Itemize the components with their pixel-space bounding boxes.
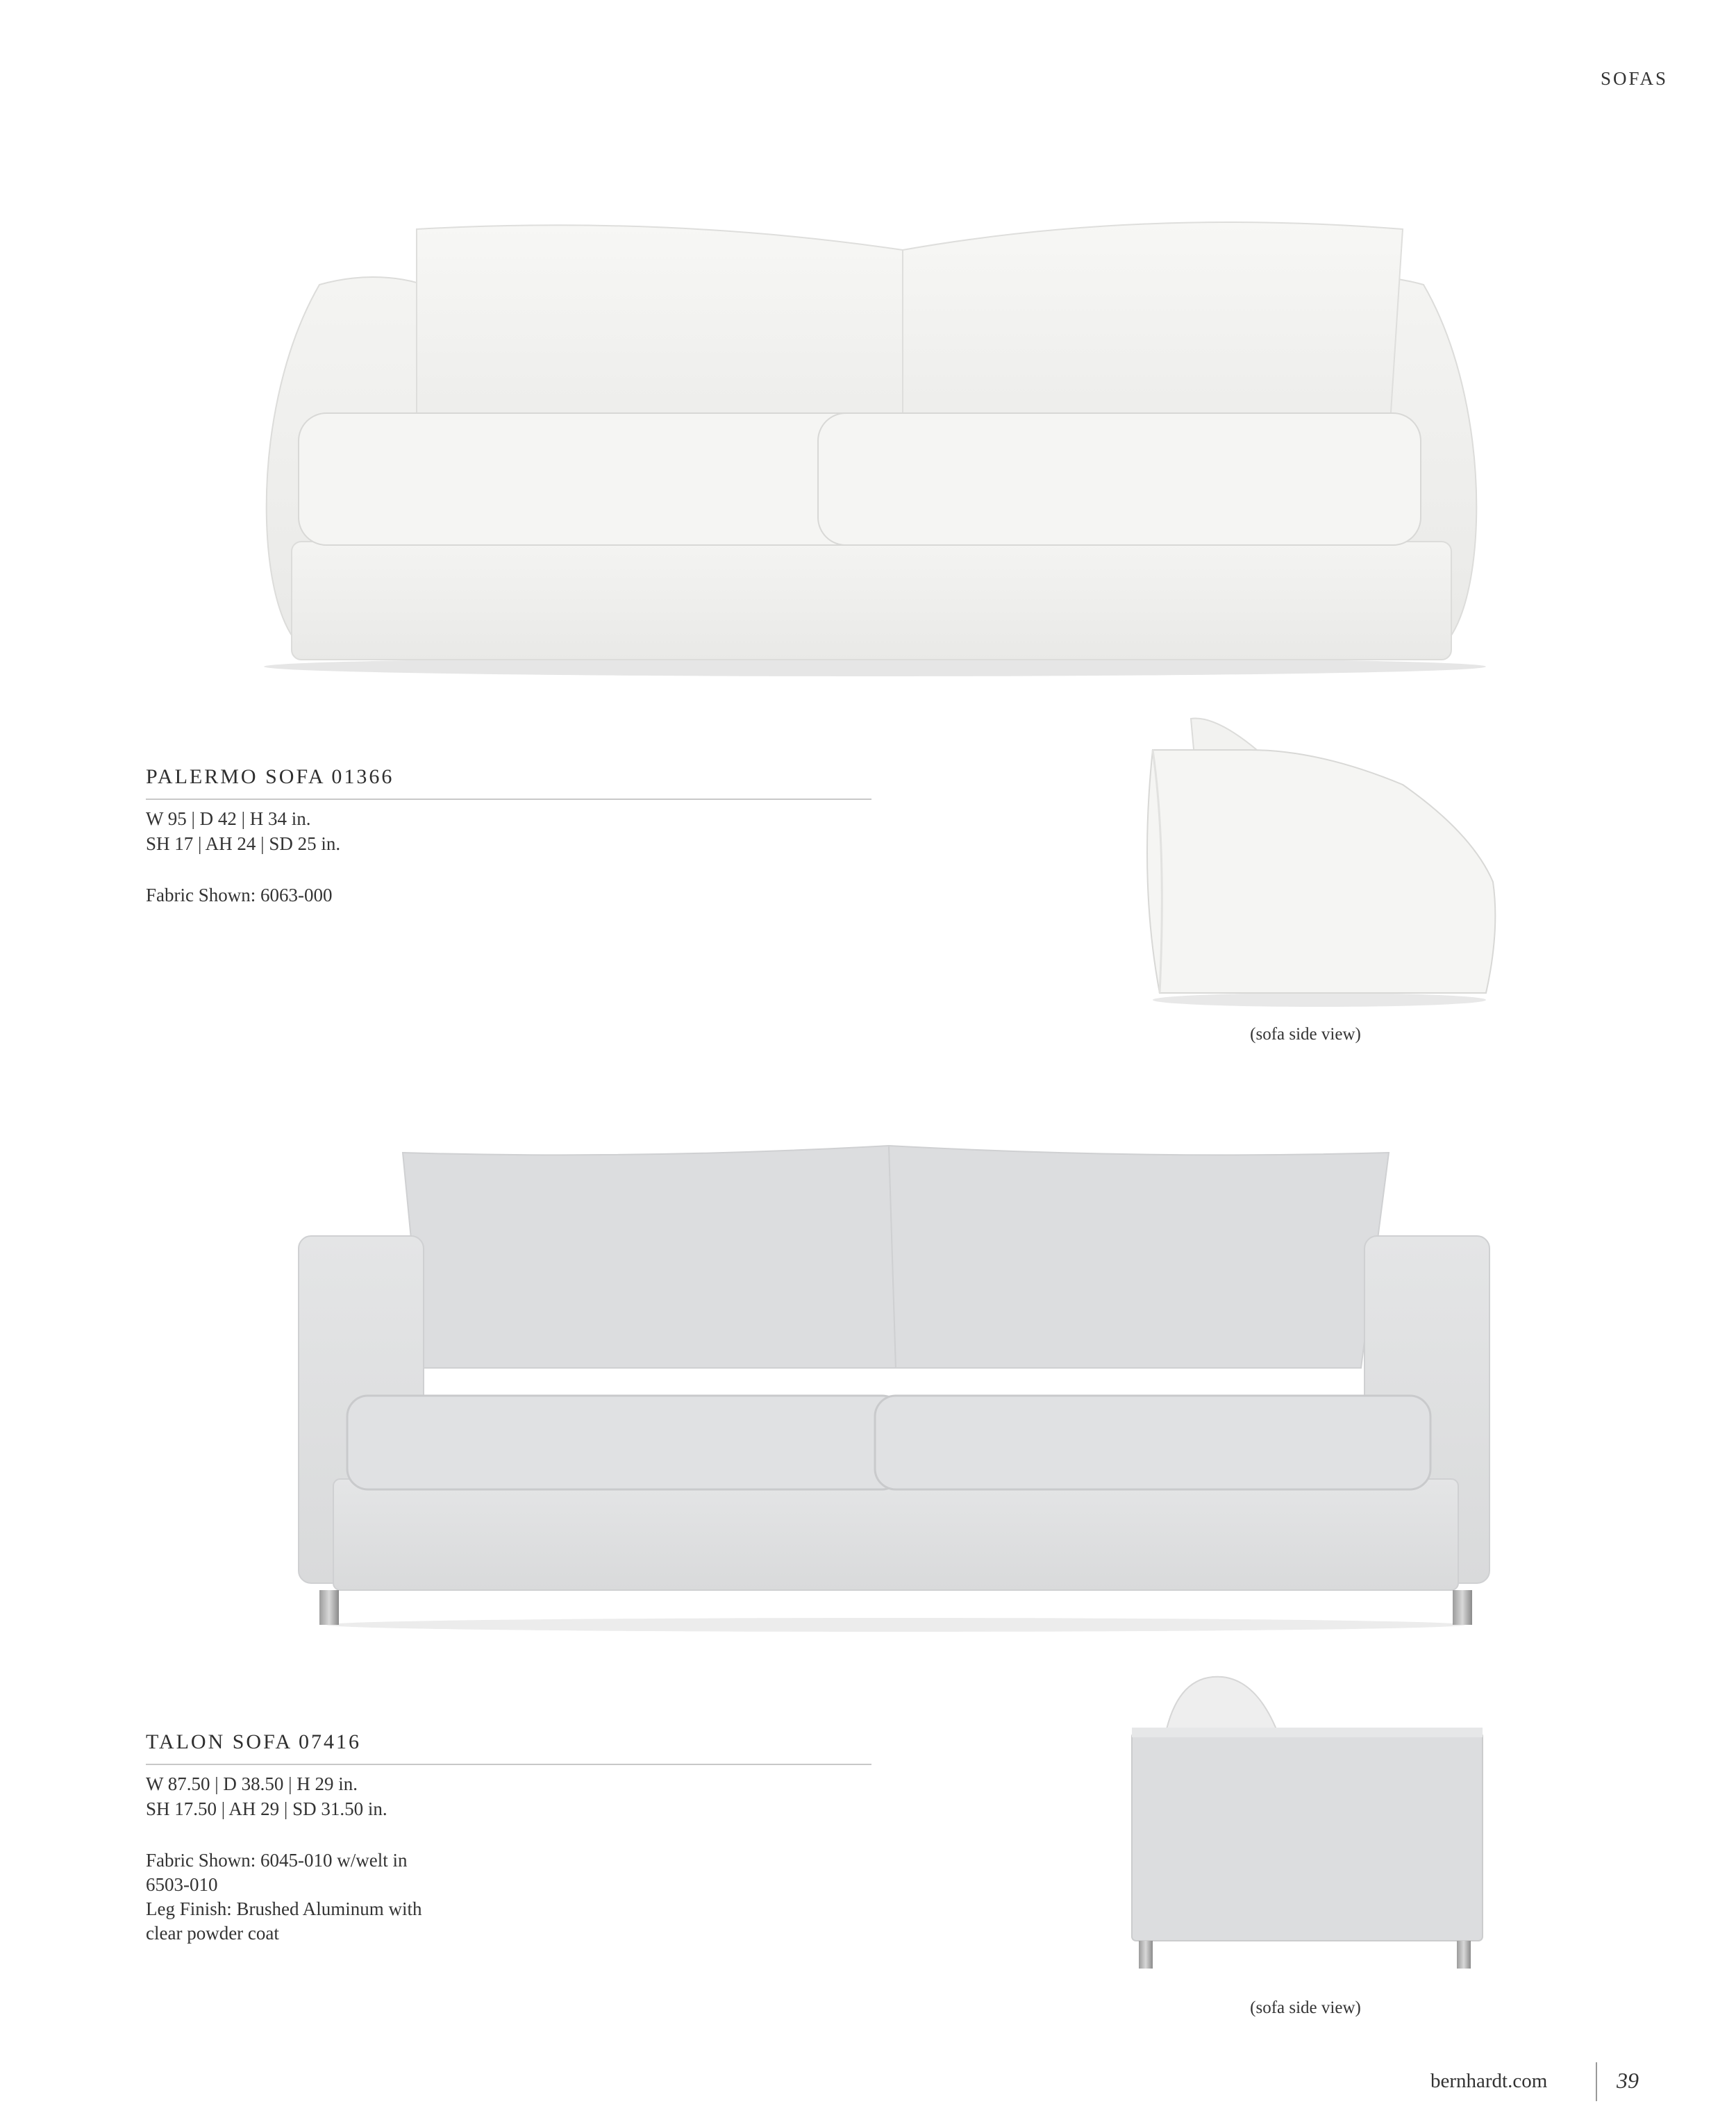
talon-fabric-line-2: 6503-010 bbox=[146, 1874, 218, 1895]
talon-leg-finish-line-1: Leg Finish: Brushed Aluminum with bbox=[146, 1898, 422, 1919]
talon-sofa-image bbox=[292, 1139, 1500, 1639]
palermo-side-view-caption: (sofa side view) bbox=[1250, 1025, 1361, 1044]
talon-leg-finish-line-2: clear powder coat bbox=[146, 1923, 279, 1944]
palermo-sofa-image bbox=[236, 208, 1507, 680]
palermo-title: PALERMO SOFA 01366 bbox=[146, 765, 394, 788]
palermo-fabric: Fabric Shown: 6063-000 bbox=[146, 885, 333, 905]
palermo-title-rule bbox=[146, 799, 871, 800]
talon-side-view-caption: (sofa side view) bbox=[1250, 1998, 1361, 2017]
talon-title-rule bbox=[146, 1764, 871, 1765]
palermo-side-view-image bbox=[1111, 708, 1500, 1014]
talon-fabric-line-1: Fabric Shown: 6045-010 w/welt in bbox=[146, 1850, 408, 1871]
palermo-dimensions-1: W 95 | D 42 | H 34 in. bbox=[146, 808, 311, 829]
section-label: SOFAS bbox=[1600, 68, 1668, 89]
footer-divider bbox=[1596, 2062, 1597, 2101]
page-number: 39 bbox=[1617, 2068, 1639, 2093]
palermo-dimensions-2: SH 17 | AH 24 | SD 25 in. bbox=[146, 833, 341, 854]
talon-dimensions-2: SH 17.50 | AH 29 | SD 31.50 in. bbox=[146, 1798, 387, 1819]
talon-title: TALON SOFA 07416 bbox=[146, 1730, 362, 1753]
talon-dimensions-1: W 87.50 | D 38.50 | H 29 in. bbox=[146, 1773, 358, 1794]
talon-side-view-image bbox=[1118, 1666, 1493, 1979]
footer-website[interactable]: bernhardt.com bbox=[1430, 2070, 1548, 2092]
